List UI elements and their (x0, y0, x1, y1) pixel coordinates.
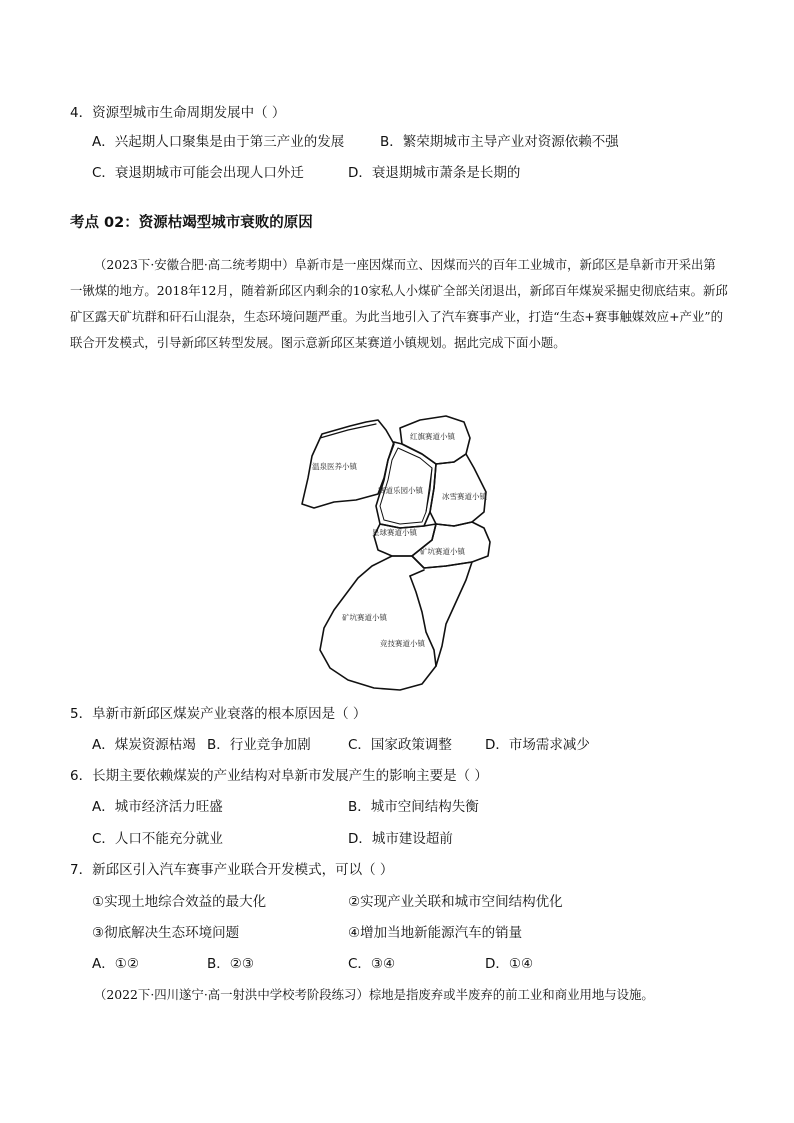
section-heading: 考点 02：资源枯竭型城市衰败的原因 (70, 215, 313, 231)
q4-option-d: D．衰退期城市萧条是长期的 (348, 165, 521, 181)
q4-stem: 4．资源型城市生命周期发展中（ ） (70, 105, 286, 121)
q7-statement-2: ②实现产业关联和城市空间结构优化 (348, 894, 563, 910)
q7-stem: 7．新邱区引入汽车赛事产业联合开发模式，可以（ ） (70, 862, 394, 878)
q5-option-b: B．行业竞争加剧 (207, 737, 311, 753)
label-kuangkeng-right: 矿坑赛道小镇 (420, 547, 465, 556)
bingxue-region (430, 454, 486, 526)
q5-stem: 5．阜新市新邱区煤炭产业衰落的根本原因是（ ） (70, 706, 367, 722)
q7-option-b: B．②③ (207, 956, 254, 972)
q7-statement-4: ④增加当地新能源汽车的销量 (348, 925, 523, 941)
q7-option-c: C．③④ (348, 956, 396, 972)
q4-option-a: A．兴起期人口聚集是由于第三产业的发展 (92, 134, 345, 150)
q6-stem: 6．长期主要依赖煤炭的产业结构对阜新市发展产生的影响主要是（ ） (70, 768, 488, 784)
q7-option-a: A．①② (92, 956, 139, 972)
q7-statement-3: ③彻底解决生态环境问题 (92, 925, 240, 941)
q5-option-d: D．市场需求减少 (485, 737, 590, 753)
q4-option-b: B．繁荣期城市主导产业对资源依赖不强 (380, 134, 619, 150)
q5-option-c: C．国家政策调整 (348, 737, 452, 753)
passage-fuxin: （2023下·安徽合肥·高二统考期中）阜新市是一座因煤而立、因煤而兴的百年工业城市，新邱区是阜新市开采出第一锹煤的地方。2018年12月，随着新邱区内剩余的10家私人小煤矿全部关闭退出，新邱百年煤炭采掘史彻底结束。新邱矿区露天矿坑群和矸石山混杂，生态环境问题严重。为此当地引入了汽车赛事产业，打造“生态+赛事触媒效应+产业”的联合开发模式，引导新邱区转型发展。图示意新邱区某赛道小镇规划。据此完成下面小题。 (70, 257, 728, 350)
q7-option-d: D．①④ (485, 956, 534, 972)
kuangkeng-right-region (412, 522, 490, 568)
label-bingxue: 冰雪赛道小镇 (442, 492, 487, 501)
label-jingji: 竞技赛道小镇 (380, 639, 425, 648)
q6-option-d: D．城市建设超前 (348, 831, 453, 847)
passage-brownfield: （2022下·四川遂宁·高一射洪中学校考阶段练习）棕地是指废弃或半废弃的前工业和商业用地与设施。 (94, 987, 654, 1002)
q6-option-a: A．城市经济活力旺盛 (92, 799, 223, 815)
lower-region (320, 556, 472, 690)
q7-statement-1: ①实现土地综合效益的最大化 (92, 894, 267, 910)
label-hongqi: 红旗赛道小镇 (410, 432, 455, 441)
q6-option-c: C．人口不能充分就业 (92, 831, 223, 847)
town-planning-map (296, 408, 496, 693)
label-leyuan: 赛道乐园小镇 (378, 486, 423, 495)
label-kuangkeng-left: 矿坑赛道小镇 (342, 613, 387, 622)
q5-option-a: A．煤炭资源枯竭 (92, 737, 196, 753)
q6-option-b: B．城市空间结构失衡 (348, 799, 479, 815)
label-wenquan: 温泉医养小镇 (312, 462, 357, 471)
label-xingqiu: 星球赛道小镇 (372, 528, 417, 537)
leyuan-region (376, 442, 436, 528)
q4-option-c: C．衰退期城市可能会出现人口外迁 (92, 165, 304, 181)
